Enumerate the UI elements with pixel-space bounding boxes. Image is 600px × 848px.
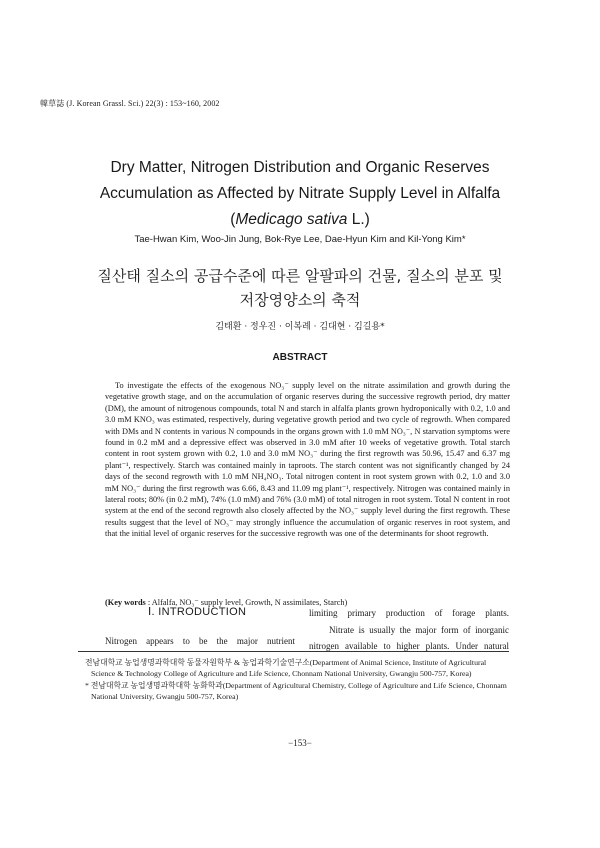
introduction-right-column — [309, 605, 509, 655]
footnote-divider — [78, 651, 509, 652]
page-number: −153− — [288, 738, 312, 748]
footnotes — [85, 657, 509, 703]
keywords-text: : Alfalfa, NO₃⁻ supply level, Growth, N assimilates, Starch) — [145, 598, 348, 607]
intro-right-line-2: Nitrate is usually the major form of inorganic — [329, 624, 509, 635]
abstract-body: To investigate the effects of the exogenous NO₃⁻ supply level on the nitrate assimilation and growth during the vegetative growth stage, and on the accumulation of organic reserves during the successive regrowth period, dry matter (DM), the amount of nitrogenous compounds, total N and starch in alfalfa plants grown hydroponically with 0.2, 1.0 and 3.0 mM KNO₃ was estimated, respectively, during vegetative growth period and two cycle of regrowth. When compared with DMs and N contents in various N compounds in the organs grown with 1.0 mM NO₃⁻, N starvation symptoms were found in 0.2 mM and a depressive effect was observed in 3.0 mM after 10 weeks of vegetative growth. Total starch content in root system grown with 0.2, 1.0 and 3.0 mM NO₃⁻ during the first regrowth was 50.96, 15.47 and 6.37 mg plant⁻¹, respectively. Starch was contained mainly in taproots. The starch content was not significantly changed by 24 days of the second regrowth with 1.0 mM NH₄NO₃. Total nitrogen content in root system grown with 0.2, 1.0 and 3.0 mM NO₃⁻ during the first regrowth was 6.66, 8.43 and 11.09 mg plant⁻¹, respectively. Nitrogen was contained mainly in lateral roots; 80% (in 0.2 mM), 74% (1.0 mM) and 76% (3.0 mM) of total nitrogen in root system. Total N content in root system at the end of the second regrowth also closely affected by the NO₃⁻ supply level during the first regrowth. These results suggest that the level of NO₃⁻ may strongly influence the accumulation of organic reserves in root system, and that the initial level of organic reserves for the successive regrowth was one of the determinants for shoot regrowth. — [105, 381, 510, 539]
title-line-2: Accumulation as Affected by Nitrate Supply Level in Alfalfa — [99, 185, 501, 202]
korean-title-line-1: 질산태 질소의 공급수준에 따른 알팔파의 건물, 질소의 분포 및 — [97, 267, 503, 285]
korean-title — [40, 264, 560, 312]
species-authority: L.) — [347, 211, 370, 228]
introduction-heading: Ⅰ. INTRODUCTION — [148, 606, 247, 618]
journal-citation: 韓草誌 (J. Korean Grassl. Sci.) 22(3) : 153~160, 2002 — [40, 99, 220, 108]
title-line-1: Dry Matter, Nitrogen Distribution and Organic Reserves — [110, 159, 490, 176]
intro-right-line-3: nitrogen available to higher plants. Under natural — [309, 641, 509, 651]
authors-english: Tae-Hwan Kim, Woo-Jin Jung, Bok-Rye Lee, Dae-Hyun Kim and Kil-Yong Kim* — [134, 234, 466, 245]
keywords-label: (Key words — [105, 598, 146, 607]
intro-right-line-1: limiting primary production of forage plants. — [309, 608, 509, 618]
species-name: Medicago sativa — [235, 211, 348, 228]
footnote-affiliation-1: 전남대학교 농업생명과학대학 동물자원학부 & 농업과학기술연구소(Department of Animal Science, Institute of Agricultural Science & Technology College of Agriculture and Life Science, Chonnam National University, Gwangju 500-757, Korea) — [85, 658, 487, 679]
abstract-heading: ABSTRACT — [272, 352, 328, 363]
korean-title-line-2: 저장영양소의 축적 — [239, 291, 361, 309]
footnote-affiliation-2: * 전남대학교 농업생명과학대학 농화학과(Department of Agricultural Chemistry, College of Agriculture and Life Science, Chonnam National University, Gwangju 500-757, Korea) — [85, 680, 507, 702]
introduction-left-column: Nitrogen appears to be the major nutrient — [105, 636, 295, 646]
title-line-3: (Medicago sativa L.) — [230, 211, 370, 228]
authors-korean: 김태환 · 정우진 · 이복례 · 김대현 · 김길용* — [215, 322, 385, 332]
paper-title — [60, 155, 540, 233]
